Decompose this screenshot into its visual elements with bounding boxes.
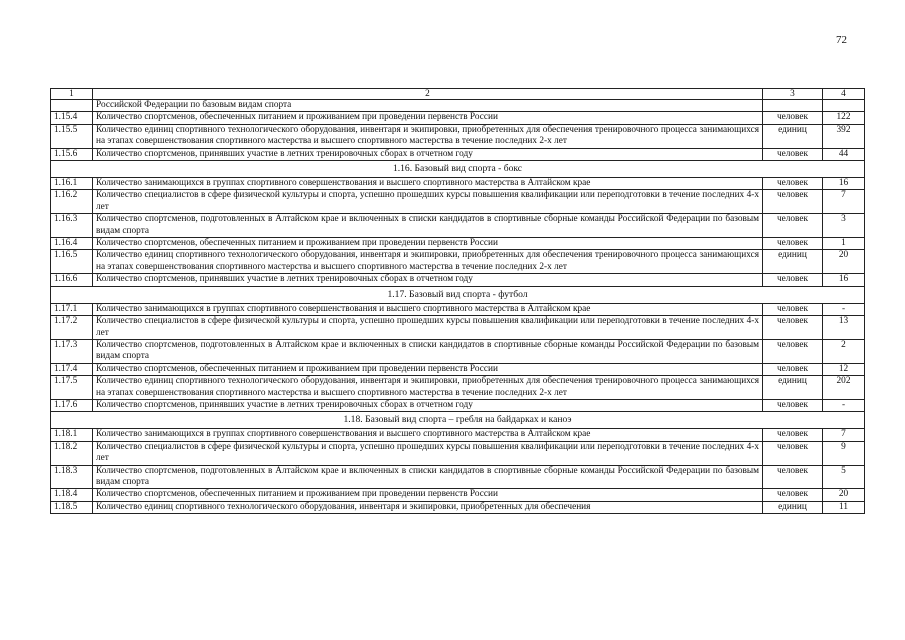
row-description: Количество спортсменов, подготовленных в Алтайском крае и включенных в списки кандидатов в спортивные сборные команды Российской Федерации по базовым видам спорта — [93, 339, 763, 363]
row-number: 1.18.4 — [51, 489, 93, 501]
table-row — [51, 441, 865, 465]
row-number: 1.16.5 — [51, 250, 93, 274]
table-row — [51, 250, 865, 274]
table-row — [51, 316, 865, 340]
row-unit: человек — [763, 441, 823, 465]
row-value: 7 — [823, 429, 865, 441]
row-number: 1.18.3 — [51, 465, 93, 489]
table-row — [51, 238, 865, 250]
row-value: 1 — [823, 238, 865, 250]
table-row — [51, 178, 865, 190]
row-number: 1.17.2 — [51, 316, 93, 340]
section-header-row — [51, 286, 865, 303]
header-col-2: 2 — [93, 89, 763, 100]
row-unit: человек — [763, 489, 823, 501]
row-description: Количество спортсменов, обеспеченных питанием и проживанием при проведении первенств России — [93, 238, 763, 250]
section-header-row — [51, 412, 865, 429]
row-description: Количество единиц спортивного технологического оборудования, инвентаря и экипировки, приобретенных для обеспечения тренировочного процесса занимающихся на этапах совершенствования спортивного мастерства и высшего спортивного мастерства в течение последних 2-х лет — [93, 250, 763, 274]
page-number: 72 — [836, 34, 847, 46]
row-value: 202 — [823, 376, 865, 400]
row-number: 1.17.3 — [51, 339, 93, 363]
row-value: 16 — [823, 178, 865, 190]
row-description: Количество занимающихся в группах спортивного совершенствования и высшего спортивного мастерства в Алтайском крае — [93, 303, 763, 315]
table-row — [51, 190, 865, 214]
row-value: 9 — [823, 441, 865, 465]
row-number: 1.15.6 — [51, 148, 93, 160]
row-value: 20 — [823, 250, 865, 274]
row-value: - — [823, 399, 865, 411]
section-title: 1.16. Базовый вид спорта - бокс — [51, 161, 865, 178]
table-row — [51, 399, 865, 411]
row-value: 5 — [823, 465, 865, 489]
table-row — [51, 303, 865, 315]
row-number: 1.17.1 — [51, 303, 93, 315]
header-col-4: 4 — [823, 89, 865, 100]
row-unit: единиц — [763, 250, 823, 274]
row-number: 1.15.4 — [51, 112, 93, 124]
row-unit: единиц — [763, 501, 823, 513]
section-title: 1.18. Базовый вид спорта – гребля на байдарках и каноэ — [51, 412, 865, 429]
row-description: Количество единиц спортивного технологического оборудования, инвентаря и экипировки, приобретенных для обеспечения тренировочного процесса занимающихся на этапах совершенствования спортивного мастерства и высшего спортивного мастерства в течение последних 2-х лет — [93, 124, 763, 148]
row-number: 1.16.1 — [51, 178, 93, 190]
row-unit: человек — [763, 465, 823, 489]
section-title: 1.17. Базовый вид спорта - футбол — [51, 286, 865, 303]
table-row — [51, 100, 865, 112]
row-description: Количество спортсменов, обеспеченных питанием и проживанием при проведении первенств России — [93, 363, 763, 375]
row-unit: человек — [763, 148, 823, 160]
row-value: 392 — [823, 124, 865, 148]
row-unit: человек — [763, 274, 823, 286]
table-header-row — [51, 89, 865, 100]
row-unit: единиц — [763, 376, 823, 400]
row-description: Количество специалистов в сфере физической культуры и спорта, успешно прошедших курсы повышения квалификации или переподготовки в течение последних 4-х лет — [93, 441, 763, 465]
row-description: Количество занимающихся в группах спортивного совершенствования и высшего спортивного мастерства в Алтайском крае — [93, 178, 763, 190]
row-description: Количество специалистов в сфере физической культуры и спорта, успешно прошедших курсы повышения квалификации или переподготовки в течение последних 4-х лет — [93, 316, 763, 340]
row-unit: человек — [763, 363, 823, 375]
row-unit: единиц — [763, 124, 823, 148]
table-row — [51, 489, 865, 501]
row-description: Количество единиц спортивного технологического оборудования, инвентаря и экипировки, приобретенных для обеспечения тренировочного процесса занимающихся на этапах совершенствования спортивного мастерства и высшего спортивного мастерства в течение последних 2-х лет — [93, 376, 763, 400]
table-row — [51, 429, 865, 441]
row-description: Количество единиц спортивного технологического оборудования, инвентаря и экипировки, приобретенных для обеспечения — [93, 501, 763, 513]
row-number: 1.18.2 — [51, 441, 93, 465]
table-row — [51, 363, 865, 375]
table-row — [51, 501, 865, 513]
table-row — [51, 465, 865, 489]
row-value: 20 — [823, 489, 865, 501]
table-row — [51, 112, 865, 124]
row-unit: человек — [763, 339, 823, 363]
row-unit — [763, 100, 823, 112]
row-value: 7 — [823, 190, 865, 214]
row-number: 1.18.5 — [51, 501, 93, 513]
row-value: 13 — [823, 316, 865, 340]
row-number: 1.17.5 — [51, 376, 93, 400]
section-header-row — [51, 161, 865, 178]
row-description: Количество занимающихся в группах спортивного совершенствования и высшего спортивного мастерства в Алтайском крае — [93, 429, 763, 441]
table-row — [51, 124, 865, 148]
row-unit: человек — [763, 429, 823, 441]
row-number: 1.18.1 — [51, 429, 93, 441]
table-row — [51, 148, 865, 160]
row-description: Количество спортсменов, подготовленных в Алтайском крае и включенных в списки кандидатов в спортивные сборные команды Российской Федерации по базовым видам спорта — [93, 465, 763, 489]
row-unit: человек — [763, 112, 823, 124]
table-row — [51, 376, 865, 400]
row-value: 3 — [823, 214, 865, 238]
row-value: - — [823, 303, 865, 315]
row-number: 1.17.4 — [51, 363, 93, 375]
indicators-table — [50, 88, 865, 514]
row-number: 1.16.6 — [51, 274, 93, 286]
row-unit: человек — [763, 238, 823, 250]
header-col-1: 1 — [51, 89, 93, 100]
row-value — [823, 100, 865, 112]
row-unit: человек — [763, 190, 823, 214]
row-number: 1.17.6 — [51, 399, 93, 411]
row-description: Количество спортсменов, принявших участие в летних тренировочных сборах в отчетном году — [93, 399, 763, 411]
row-number: 1.15.5 — [51, 124, 93, 148]
row-value: 2 — [823, 339, 865, 363]
table-body — [51, 100, 865, 514]
row-value: 11 — [823, 501, 865, 513]
row-description: Количество спортсменов, подготовленных в Алтайском крае и включенных в списки кандидатов в спортивные сборные команды Российской Федерации по базовым видам спорта — [93, 214, 763, 238]
row-value: 122 — [823, 112, 865, 124]
row-number: 1.16.2 — [51, 190, 93, 214]
row-unit: человек — [763, 316, 823, 340]
header-col-3: 3 — [763, 89, 823, 100]
row-number — [51, 100, 93, 112]
table-row — [51, 274, 865, 286]
row-unit: человек — [763, 178, 823, 190]
row-unit: человек — [763, 399, 823, 411]
row-value: 12 — [823, 363, 865, 375]
row-number: 1.16.4 — [51, 238, 93, 250]
row-description: Количество спортсменов, принявших участие в летних тренировочных сборах в отчетном году — [93, 148, 763, 160]
row-unit: человек — [763, 303, 823, 315]
row-unit: человек — [763, 214, 823, 238]
row-value: 16 — [823, 274, 865, 286]
table-row — [51, 214, 865, 238]
row-description: Количество спортсменов, принявших участие в летних тренировочных сборах в отчетном году — [93, 274, 763, 286]
row-value: 44 — [823, 148, 865, 160]
row-number: 1.16.3 — [51, 214, 93, 238]
row-description: Количество специалистов в сфере физической культуры и спорта, успешно прошедших курсы повышения квалификации или переподготовки в течение последних 4-х лет — [93, 190, 763, 214]
table-row — [51, 339, 865, 363]
row-description: Количество спортсменов, обеспеченных питанием и проживанием при проведении первенств России — [93, 489, 763, 501]
row-description: Количество спортсменов, обеспеченных питанием и проживанием при проведении первенств России — [93, 112, 763, 124]
row-description: Российской Федерации по базовым видам спорта — [93, 100, 763, 112]
